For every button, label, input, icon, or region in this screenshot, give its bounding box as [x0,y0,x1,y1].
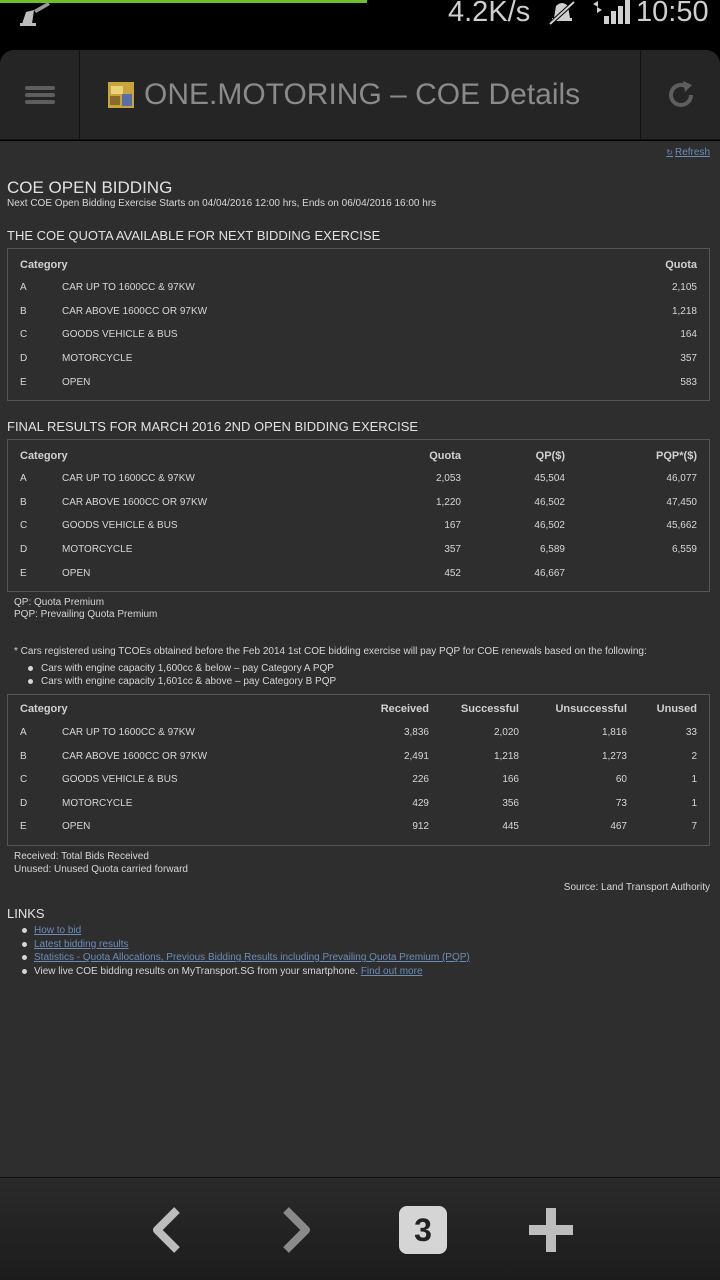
how-to-bid-link[interactable]: How to bid [34,925,82,936]
table-row [8,329,709,349]
quota-table [7,248,710,401]
cell-pqp: 45,662 [666,520,697,532]
forward-arrow-glyph [280,1206,314,1254]
links-list [22,925,470,979]
cell-unused: 7 [691,821,697,833]
cell-received: 429 [412,797,429,809]
legend-pqp: PQP: Prevailing Quota Premium [14,609,158,620]
table-row [8,774,709,794]
menu-icon[interactable] [0,50,80,140]
cell-desc: OPEN [62,567,91,579]
cell-desc: OPEN [62,376,91,388]
cell-quota: 357 [444,544,461,556]
cell-desc: GOODS VEHICLE & BUS [62,329,178,341]
cell-qp: 45,504 [534,473,565,484]
cell-cat: D [20,544,28,556]
cell-unsuccessful: 467 [610,821,627,833]
list-item [22,952,470,966]
cell-unsuccessful: 1,816 [601,727,627,738]
status-bar [0,0,720,50]
browser-toolbar [0,50,720,140]
cell-quota: 167 [444,520,461,532]
cell-quota: 357 [680,353,697,365]
cell-qp: 46,502 [534,496,565,508]
mytransport-text: View live COE bidding results on MyTransport.SG from your smartphone. [34,965,359,977]
cell-qp: 6,589 [539,544,565,556]
cell-qp: 46,667 [534,567,565,579]
cell-quota: 452 [444,567,461,579]
page-title: ONE.MOTORING – COE Details [144,78,581,111]
list-item [22,966,470,980]
cell-pqp: 47,450 [666,496,697,508]
col-unsuccessful: Unsuccessful [555,703,627,715]
tcoe-bullets [28,663,336,689]
cell-cat: E [20,376,27,388]
cell-unused: 2 [691,750,697,762]
forward-icon[interactable] [267,1200,327,1260]
cell-desc: CAR UP TO 1600CC & 97KW [62,282,195,293]
cell-desc: OPEN [62,821,91,833]
cell-pqp: 46,077 [666,473,697,484]
tabs-icon[interactable] [393,1200,453,1260]
cell-quota: 1,220 [435,496,461,508]
col-category: Category [20,703,68,715]
network-speed: 4.2K/s [448,0,531,28]
site-favicon [108,82,134,108]
cell-cat: E [20,567,27,579]
address-bar[interactable] [80,50,640,140]
cell-quota: 583 [680,376,697,388]
col-qp: QP($) [535,450,565,462]
cell-pqp: 6,559 [671,544,697,556]
table-row [8,568,709,588]
mute-icon [546,0,578,26]
cell-quota: 164 [680,329,697,341]
cell-received: 3,836 [403,727,429,738]
cell-desc: CAR ABOVE 1600CC OR 97KW [62,305,208,317]
table-row [8,798,709,818]
legend-received: Received: Total Bids Received [14,851,149,862]
cell-cat: A [20,282,27,293]
cell-successful: 2,020 [493,727,519,738]
data-signal-icon [590,0,632,24]
cell-cat: A [20,473,27,484]
table-header [8,259,709,279]
col-category: Category [20,259,68,271]
cell-cat: A [20,727,27,738]
cell-quota: 2,105 [671,282,697,293]
back-icon[interactable] [136,1200,196,1260]
table-row [8,821,709,841]
links-title: LINKS [7,906,45,921]
cell-unused: 1 [691,797,697,809]
cell-quota: 1,218 [671,305,697,317]
table-row [8,353,709,373]
table-row [8,473,709,493]
cell-unsuccessful: 73 [615,797,627,809]
cell-successful: 1,218 [493,750,519,762]
cell-unused: 1 [691,774,697,786]
latest-results-link[interactable]: Latest bidding results [34,938,129,950]
cell-cat: B [20,496,27,508]
cell-successful: 445 [502,821,519,833]
list-item [22,939,470,953]
cell-desc: CAR ABOVE 1600CC OR 97KW [62,496,208,508]
quota-table-title: THE COE QUOTA AVAILABLE FOR NEXT BIDDING EXERCISE [7,228,381,243]
tcoe-note: * Cars registered using TCOEs obtained before the Feb 2014 1st COE bidding exercise will pay PQP for COE renewals based on the following: [14,646,647,657]
reload-glyph [665,79,697,111]
table-row [8,751,709,771]
cell-received: 2,491 [403,750,429,762]
refresh-link[interactable]: ↻ Refresh [666,147,710,158]
col-quota: Quota [429,450,461,462]
table-row [8,544,709,564]
table-header [8,450,709,470]
col-received: Received [380,703,429,715]
page-load-progress [0,0,367,3]
col-pqp: PQP*($) [656,450,697,462]
cell-cat: D [20,353,28,365]
clock: 10:50 [636,0,709,28]
cell-cat: B [20,750,27,762]
cell-unused: 33 [685,727,697,738]
list-item: Cars with engine capacity 1,601cc & above – pay Category B PQP [28,676,336,689]
web-page [0,141,720,1177]
cell-desc: CAR ABOVE 1600CC OR 97KW [62,750,208,762]
cleaner-app-icon [18,2,52,26]
col-successful: Successful [460,703,519,715]
section-title: COE OPEN BIDDING [7,178,173,197]
cell-unsuccessful: 1,273 [601,750,627,762]
cell-desc: MOTORCYCLE [62,797,133,809]
table-row [8,306,709,326]
cell-desc: MOTORCYCLE [62,544,133,556]
browser-bottom-bar [0,1177,720,1280]
list-item: Cars with engine capacity 1,600cc & below – pay Category A PQP [28,663,336,676]
cell-desc: MOTORCYCLE [62,353,133,365]
legend-unused: Unused: Unused Quota carried forward [14,864,188,875]
new-tab-icon[interactable] [521,1200,581,1260]
bids-table [7,694,710,846]
cell-desc: CAR UP TO 1600CC & 97KW [62,473,195,484]
cell-cat: C [20,329,28,341]
plus-glyph [527,1206,575,1254]
next-exercise-note: Next COE Open Bidding Exercise Starts on 04/04/2016 12:00 hrs, Ends on 06/04/2016 16:00 hrs [7,198,437,209]
find-out-more-link[interactable]: Find out more [360,965,423,977]
refresh-small-icon: ↻ [666,148,673,157]
cell-successful: 356 [502,797,519,809]
col-category: Category [20,450,68,462]
cell-cat: D [20,797,28,809]
cell-quota: 2,053 [435,473,461,484]
legend-qp: QP: Quota Premium [14,597,105,608]
table-header [8,703,709,723]
tab-count: 3 [399,1206,447,1254]
reload-icon[interactable] [640,50,720,140]
cell-unsuccessful: 60 [615,774,627,786]
source-note: Source: Land Transport Authority [563,882,710,893]
cell-cat: C [20,774,28,786]
back-arrow-glyph [149,1206,183,1254]
col-quota: Quota [665,259,697,271]
table-row [8,727,709,747]
cell-desc: GOODS VEHICLE & BUS [62,520,178,532]
results-table-title: FINAL RESULTS FOR MARCH 2016 2ND OPEN BIDDING EXERCISE [7,419,419,434]
table-row [8,497,709,517]
cell-cat: C [20,520,28,532]
cell-qp: 46,502 [534,520,565,532]
cell-desc: CAR UP TO 1600CC & 97KW [62,727,195,738]
cell-desc: GOODS VEHICLE & BUS [62,774,178,786]
cell-cat: B [20,305,27,317]
results-table [7,439,710,592]
col-unused: Unused [656,703,697,715]
table-row [8,377,709,397]
cell-cat: E [20,821,27,833]
cell-successful: 166 [502,774,519,786]
table-row [8,520,709,540]
table-row [8,282,709,302]
cell-received: 912 [412,821,429,833]
cell-received: 226 [412,774,429,786]
list-item [22,925,470,939]
statistics-link[interactable]: Statistics - Quota Allocations, Previous Bidding Results including Prevailing Quota Premium (PQP) [34,952,470,963]
